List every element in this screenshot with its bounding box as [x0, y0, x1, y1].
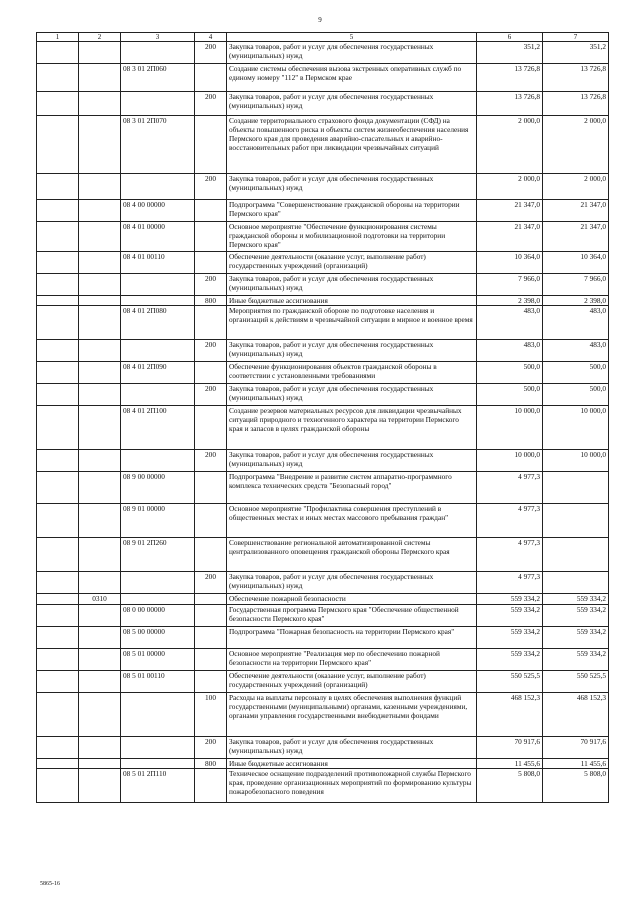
cell-subsection: [79, 362, 121, 384]
cell-expense-type: [195, 406, 227, 450]
cell-amount-col6: 483,0: [477, 306, 543, 340]
cell-expense-type: 200: [195, 340, 227, 362]
cell-amount-col6: 559 334,2: [477, 649, 543, 671]
table-row: [37, 306, 609, 340]
cell-section: [37, 222, 79, 252]
cell-description: Подпрограмма "Внедрение и развитие систем аппаратно-программного комплекса технических средств "Безопасный город": [227, 472, 477, 504]
cell-section: [37, 504, 79, 538]
cell-target-article: 08 4 01 00000: [121, 222, 195, 252]
cell-description: Закупка товаров, работ и услуг для обеспечения государственных (муниципальных) нужд: [227, 340, 477, 362]
cell-description: Закупка товаров, работ и услуг для обеспечения государственных (муниципальных) нужд: [227, 92, 477, 116]
cell-expense-type: [195, 362, 227, 384]
cell-section: [37, 274, 79, 296]
cell-target-article: [121, 450, 195, 472]
cell-subsection: [79, 200, 121, 222]
cell-expense-type: [195, 769, 227, 803]
cell-target-article: [121, 42, 195, 64]
cell-amount-col6: 4 977,3: [477, 572, 543, 594]
table-row: [37, 627, 609, 649]
cell-amount-col7: 468 152,3: [543, 693, 609, 737]
budget-table: [36, 32, 609, 803]
cell-amount-col6: 500,0: [477, 362, 543, 384]
table-row: [37, 174, 609, 200]
cell-subsection: [79, 671, 121, 693]
cell-subsection: [79, 504, 121, 538]
cell-subsection: [79, 92, 121, 116]
cell-amount-col6: 5 808,0: [477, 769, 543, 803]
table-row: [37, 572, 609, 594]
table-row: [37, 362, 609, 384]
cell-expense-type: [195, 222, 227, 252]
cell-description: Основное мероприятие "Реализация мер по обеспечению пожарной безопасности на территории Пермского края": [227, 649, 477, 671]
cell-target-article: 08 9 00 00000: [121, 472, 195, 504]
cell-section: [37, 769, 79, 803]
cell-section: [37, 42, 79, 64]
cell-amount-col7: [543, 472, 609, 504]
cell-section: [37, 406, 79, 450]
table-row: [37, 737, 609, 759]
cell-amount-col6: 2 398,0: [477, 296, 543, 306]
column-header-2: 2: [79, 33, 121, 42]
cell-expense-type: [195, 64, 227, 92]
cell-amount-col7: 483,0: [543, 306, 609, 340]
cell-description: Обеспечение деятельности (оказание услуг, выполнение работ) государственных учреждений (организаций): [227, 252, 477, 274]
cell-amount-col6: 468 152,3: [477, 693, 543, 737]
table-row: [37, 384, 609, 406]
cell-amount-col7: 2 000,0: [543, 174, 609, 200]
cell-target-article: 08 4 01 2П100: [121, 406, 195, 450]
cell-subsection: [79, 627, 121, 649]
cell-target-article: [121, 274, 195, 296]
cell-section: [37, 594, 79, 605]
cell-target-article: 08 5 01 00110: [121, 671, 195, 693]
cell-subsection: [79, 174, 121, 200]
cell-description: Обеспечение пожарной безопасности: [227, 594, 477, 605]
cell-expense-type: 200: [195, 274, 227, 296]
cell-amount-col7: 11 455,6: [543, 759, 609, 769]
table-row: [37, 605, 609, 627]
cell-amount-col6: 4 977,3: [477, 504, 543, 538]
cell-subsection: [79, 306, 121, 340]
cell-expense-type: [195, 252, 227, 274]
cell-description: Иные бюджетные ассигнования: [227, 296, 477, 306]
cell-description: Основное мероприятие "Профилактика совершения преступлений в общественных местах и иных местах массового пребывания граждан": [227, 504, 477, 538]
cell-subsection: [79, 252, 121, 274]
cell-section: [37, 92, 79, 116]
cell-target-article: [121, 296, 195, 306]
cell-expense-type: [195, 306, 227, 340]
cell-section: [37, 174, 79, 200]
table-row: [37, 472, 609, 504]
cell-target-article: [121, 174, 195, 200]
cell-subsection: [79, 649, 121, 671]
cell-target-article: 08 4 01 00110: [121, 252, 195, 274]
cell-amount-col6: 21 347,0: [477, 200, 543, 222]
cell-subsection: [79, 605, 121, 627]
cell-expense-type: [195, 538, 227, 572]
cell-target-article: [121, 693, 195, 737]
cell-section: [37, 384, 79, 406]
cell-description: Закупка товаров, работ и услуг для обеспечения государственных (муниципальных) нужд: [227, 42, 477, 64]
cell-expense-type: 200: [195, 737, 227, 759]
cell-subsection: [79, 296, 121, 306]
footer-document-code: 5865-16: [40, 881, 60, 887]
cell-amount-col6: 559 334,2: [477, 594, 543, 605]
cell-amount-col7: 2 000,0: [543, 116, 609, 174]
cell-target-article: 08 9 01 2П260: [121, 538, 195, 572]
cell-subsection: [79, 42, 121, 64]
table-row: [37, 340, 609, 362]
cell-target-article: [121, 572, 195, 594]
cell-subsection: [79, 572, 121, 594]
cell-amount-col6: 10 000,0: [477, 450, 543, 472]
table-row: [37, 649, 609, 671]
column-header-3: 3: [121, 33, 195, 42]
cell-description: Государственная программа Пермского края "Обеспечение общественной безопасности Пермского края": [227, 605, 477, 627]
table-row: [37, 759, 609, 769]
cell-description: Техническое оснащение подразделений противопожарной службы Пермского края, проведение организационных мероприятий по формированию культуры пожаробезопасного поведения: [227, 769, 477, 803]
cell-amount-col6: 483,0: [477, 340, 543, 362]
cell-description: Закупка товаров, работ и услуг для обеспечения государственных (муниципальных) нужд: [227, 174, 477, 200]
cell-description: Создание резервов материальных ресурсов для ликвидации чрезвычайных ситуаций природного и техногенного характера на территории Пермского края и запасов в целях гражданской обороны: [227, 406, 477, 450]
cell-section: [37, 538, 79, 572]
cell-expense-type: 200: [195, 384, 227, 406]
table-row: [37, 274, 609, 296]
cell-section: [37, 64, 79, 92]
cell-amount-col7: [543, 504, 609, 538]
cell-amount-col7: 10 000,0: [543, 406, 609, 450]
table-row: [37, 504, 609, 538]
cell-section: [37, 296, 79, 306]
cell-amount-col6: 500,0: [477, 384, 543, 406]
cell-subsection: [79, 759, 121, 769]
cell-expense-type: [195, 649, 227, 671]
cell-target-article: 08 3 01 2П070: [121, 116, 195, 174]
cell-amount-col6: 13 726,8: [477, 92, 543, 116]
cell-amount-col6: 21 347,0: [477, 222, 543, 252]
cell-expense-type: [195, 116, 227, 174]
cell-description: Подпрограмма "Пожарная безопасность на территории Пермского края": [227, 627, 477, 649]
table-row: [37, 594, 609, 605]
cell-amount-col6: 13 726,8: [477, 64, 543, 92]
cell-subsection: [79, 274, 121, 296]
cell-amount-col6: 10 364,0: [477, 252, 543, 274]
cell-expense-type: [195, 200, 227, 222]
cell-amount-col7: 559 334,2: [543, 649, 609, 671]
cell-description: Обеспечение функционирования объектов гражданской обороны в соответствии с установленными требованиями: [227, 362, 477, 384]
cell-section: [37, 340, 79, 362]
column-header-4: 4: [195, 33, 227, 42]
cell-expense-type: [195, 671, 227, 693]
cell-amount-col7: 351,2: [543, 42, 609, 64]
cell-description: Расходы на выплаты персоналу в целях обеспечения выполнения функций государственными (муниципальными) органами, казенными учреждениями, органами управления государственными внебюджетными фондами: [227, 693, 477, 737]
cell-subsection: [79, 340, 121, 362]
cell-target-article: 08 3 01 2П060: [121, 64, 195, 92]
table-row: [37, 222, 609, 252]
cell-section: [37, 362, 79, 384]
cell-description: Закупка товаров, работ и услуг для обеспечения государственных (муниципальных) нужд: [227, 274, 477, 296]
cell-section: [37, 759, 79, 769]
table-row: [37, 42, 609, 64]
cell-amount-col7: 483,0: [543, 340, 609, 362]
cell-amount-col7: 559 334,2: [543, 594, 609, 605]
cell-subsection: [79, 769, 121, 803]
cell-amount-col7: 550 525,5: [543, 671, 609, 693]
cell-amount-col6: 7 966,0: [477, 274, 543, 296]
cell-description: Закупка товаров, работ и услуг для обеспечения государственных (муниципальных) нужд: [227, 384, 477, 406]
cell-amount-col6: 4 977,3: [477, 538, 543, 572]
cell-target-article: [121, 759, 195, 769]
cell-expense-type: 800: [195, 759, 227, 769]
table-row: [37, 406, 609, 450]
cell-description: Закупка товаров, работ и услуг для обеспечения государственных (муниципальных) нужд: [227, 572, 477, 594]
cell-amount-col6: 351,2: [477, 42, 543, 64]
cell-subsection: [79, 472, 121, 504]
table-row: [37, 64, 609, 92]
cell-subsection: [79, 538, 121, 572]
cell-section: [37, 200, 79, 222]
table-row: [37, 769, 609, 803]
cell-expense-type: 200: [195, 92, 227, 116]
table-row: [37, 252, 609, 274]
cell-target-article: 08 5 01 00000: [121, 649, 195, 671]
cell-subsection: [79, 693, 121, 737]
table-row: [37, 116, 609, 174]
cell-target-article: [121, 594, 195, 605]
cell-expense-type: 200: [195, 450, 227, 472]
cell-description: Основное мероприятие "Обеспечение функционирования системы гражданской обороны и мобилизационной подготовки на территории Пермского края": [227, 222, 477, 252]
cell-amount-col6: 11 455,6: [477, 759, 543, 769]
cell-section: [37, 737, 79, 759]
cell-target-article: 08 5 01 2П110: [121, 769, 195, 803]
table-row: [37, 693, 609, 737]
cell-amount-col6: 2 000,0: [477, 174, 543, 200]
cell-target-article: [121, 340, 195, 362]
cell-subsection: [79, 116, 121, 174]
cell-amount-col7: 7 966,0: [543, 274, 609, 296]
cell-section: [37, 693, 79, 737]
cell-description: Обеспечение деятельности (оказание услуг, выполнение работ) государственных учреждений (организаций): [227, 671, 477, 693]
table-row: [37, 538, 609, 572]
cell-description: Совершенствование региональной автоматизированной системы централизованного оповещения гражданской обороны Пермского края: [227, 538, 477, 572]
cell-target-article: [121, 737, 195, 759]
cell-amount-col6: 559 334,2: [477, 605, 543, 627]
cell-amount-col7: 10 364,0: [543, 252, 609, 274]
cell-expense-type: [195, 627, 227, 649]
cell-description: Подпрограмма "Совершенствование гражданской обороны на территории Пермского края": [227, 200, 477, 222]
cell-expense-type: 200: [195, 572, 227, 594]
cell-description: Закупка товаров, работ и услуг для обеспечения государственных (муниципальных) нужд: [227, 737, 477, 759]
column-number-row: [37, 33, 609, 42]
cell-amount-col6: 10 000,0: [477, 406, 543, 450]
cell-section: [37, 472, 79, 504]
cell-section: [37, 450, 79, 472]
cell-description: Иные бюджетные ассигнования: [227, 759, 477, 769]
cell-subsection: [79, 384, 121, 406]
cell-description: Мероприятия по гражданской обороне по подготовке населения и организаций к действиям в чрезвычайной ситуации в мирное и военное время: [227, 306, 477, 340]
cell-amount-col7: 559 334,2: [543, 627, 609, 649]
cell-target-article: [121, 384, 195, 406]
cell-amount-col7: 70 917,6: [543, 737, 609, 759]
cell-target-article: [121, 92, 195, 116]
cell-amount-col7: 13 726,8: [543, 92, 609, 116]
cell-target-article: 08 4 01 2П090: [121, 362, 195, 384]
cell-amount-col7: 13 726,8: [543, 64, 609, 92]
cell-subsection: [79, 450, 121, 472]
page-number: 9: [318, 16, 322, 24]
cell-amount-col7: 10 000,0: [543, 450, 609, 472]
cell-subsection: 0310: [79, 594, 121, 605]
table-row: [37, 92, 609, 116]
cell-subsection: [79, 64, 121, 92]
cell-description: Создание территориального страхового фонда документации (СФД) на объекты повышенного риска и объекты систем жизнеобеспечения населения Пермского края для проведения аварийно-спасательных и аварийно-восстановительных работ при ликвидации чрезвычайных ситуаций: [227, 116, 477, 174]
cell-section: [37, 605, 79, 627]
cell-section: [37, 671, 79, 693]
cell-expense-type: [195, 504, 227, 538]
cell-target-article: 08 4 00 00000: [121, 200, 195, 222]
column-header-1: 1: [37, 33, 79, 42]
cell-amount-col7: 500,0: [543, 384, 609, 406]
cell-expense-type: [195, 605, 227, 627]
cell-expense-type: [195, 594, 227, 605]
cell-expense-type: 100: [195, 693, 227, 737]
cell-section: [37, 306, 79, 340]
cell-section: [37, 627, 79, 649]
cell-expense-type: 200: [195, 174, 227, 200]
table-row: [37, 296, 609, 306]
cell-expense-type: 200: [195, 42, 227, 64]
cell-amount-col6: 70 917,6: [477, 737, 543, 759]
column-header-5: 5: [227, 33, 477, 42]
cell-expense-type: 800: [195, 296, 227, 306]
cell-description: Закупка товаров, работ и услуг для обеспечения государственных (муниципальных) нужд: [227, 450, 477, 472]
cell-amount-col6: 559 334,2: [477, 627, 543, 649]
cell-subsection: [79, 222, 121, 252]
cell-expense-type: [195, 472, 227, 504]
cell-target-article: 08 5 00 00000: [121, 627, 195, 649]
cell-target-article: 08 4 01 2П080: [121, 306, 195, 340]
cell-subsection: [79, 737, 121, 759]
cell-description: Создание системы обеспечения вызова экстренных оперативных служб по единому номеру "112" в Пермском крае: [227, 64, 477, 92]
cell-amount-col6: 4 977,3: [477, 472, 543, 504]
cell-amount-col7: 5 808,0: [543, 769, 609, 803]
table-row: [37, 671, 609, 693]
cell-amount-col7: 2 398,0: [543, 296, 609, 306]
table-row: [37, 200, 609, 222]
cell-section: [37, 116, 79, 174]
cell-amount-col7: 559 334,2: [543, 605, 609, 627]
cell-section: [37, 252, 79, 274]
column-header-6: 6: [477, 33, 543, 42]
cell-target-article: 08 0 00 00000: [121, 605, 195, 627]
cell-amount-col7: 21 347,0: [543, 222, 609, 252]
cell-subsection: [79, 406, 121, 450]
table-row: [37, 450, 609, 472]
cell-amount-col6: 2 000,0: [477, 116, 543, 174]
cell-target-article: 08 9 01 00000: [121, 504, 195, 538]
column-header-7: 7: [543, 33, 609, 42]
cell-section: [37, 649, 79, 671]
cell-amount-col7: 500,0: [543, 362, 609, 384]
cell-amount-col7: [543, 538, 609, 572]
cell-amount-col6: 550 525,5: [477, 671, 543, 693]
cell-section: [37, 572, 79, 594]
cell-amount-col7: [543, 572, 609, 594]
cell-amount-col7: 21 347,0: [543, 200, 609, 222]
